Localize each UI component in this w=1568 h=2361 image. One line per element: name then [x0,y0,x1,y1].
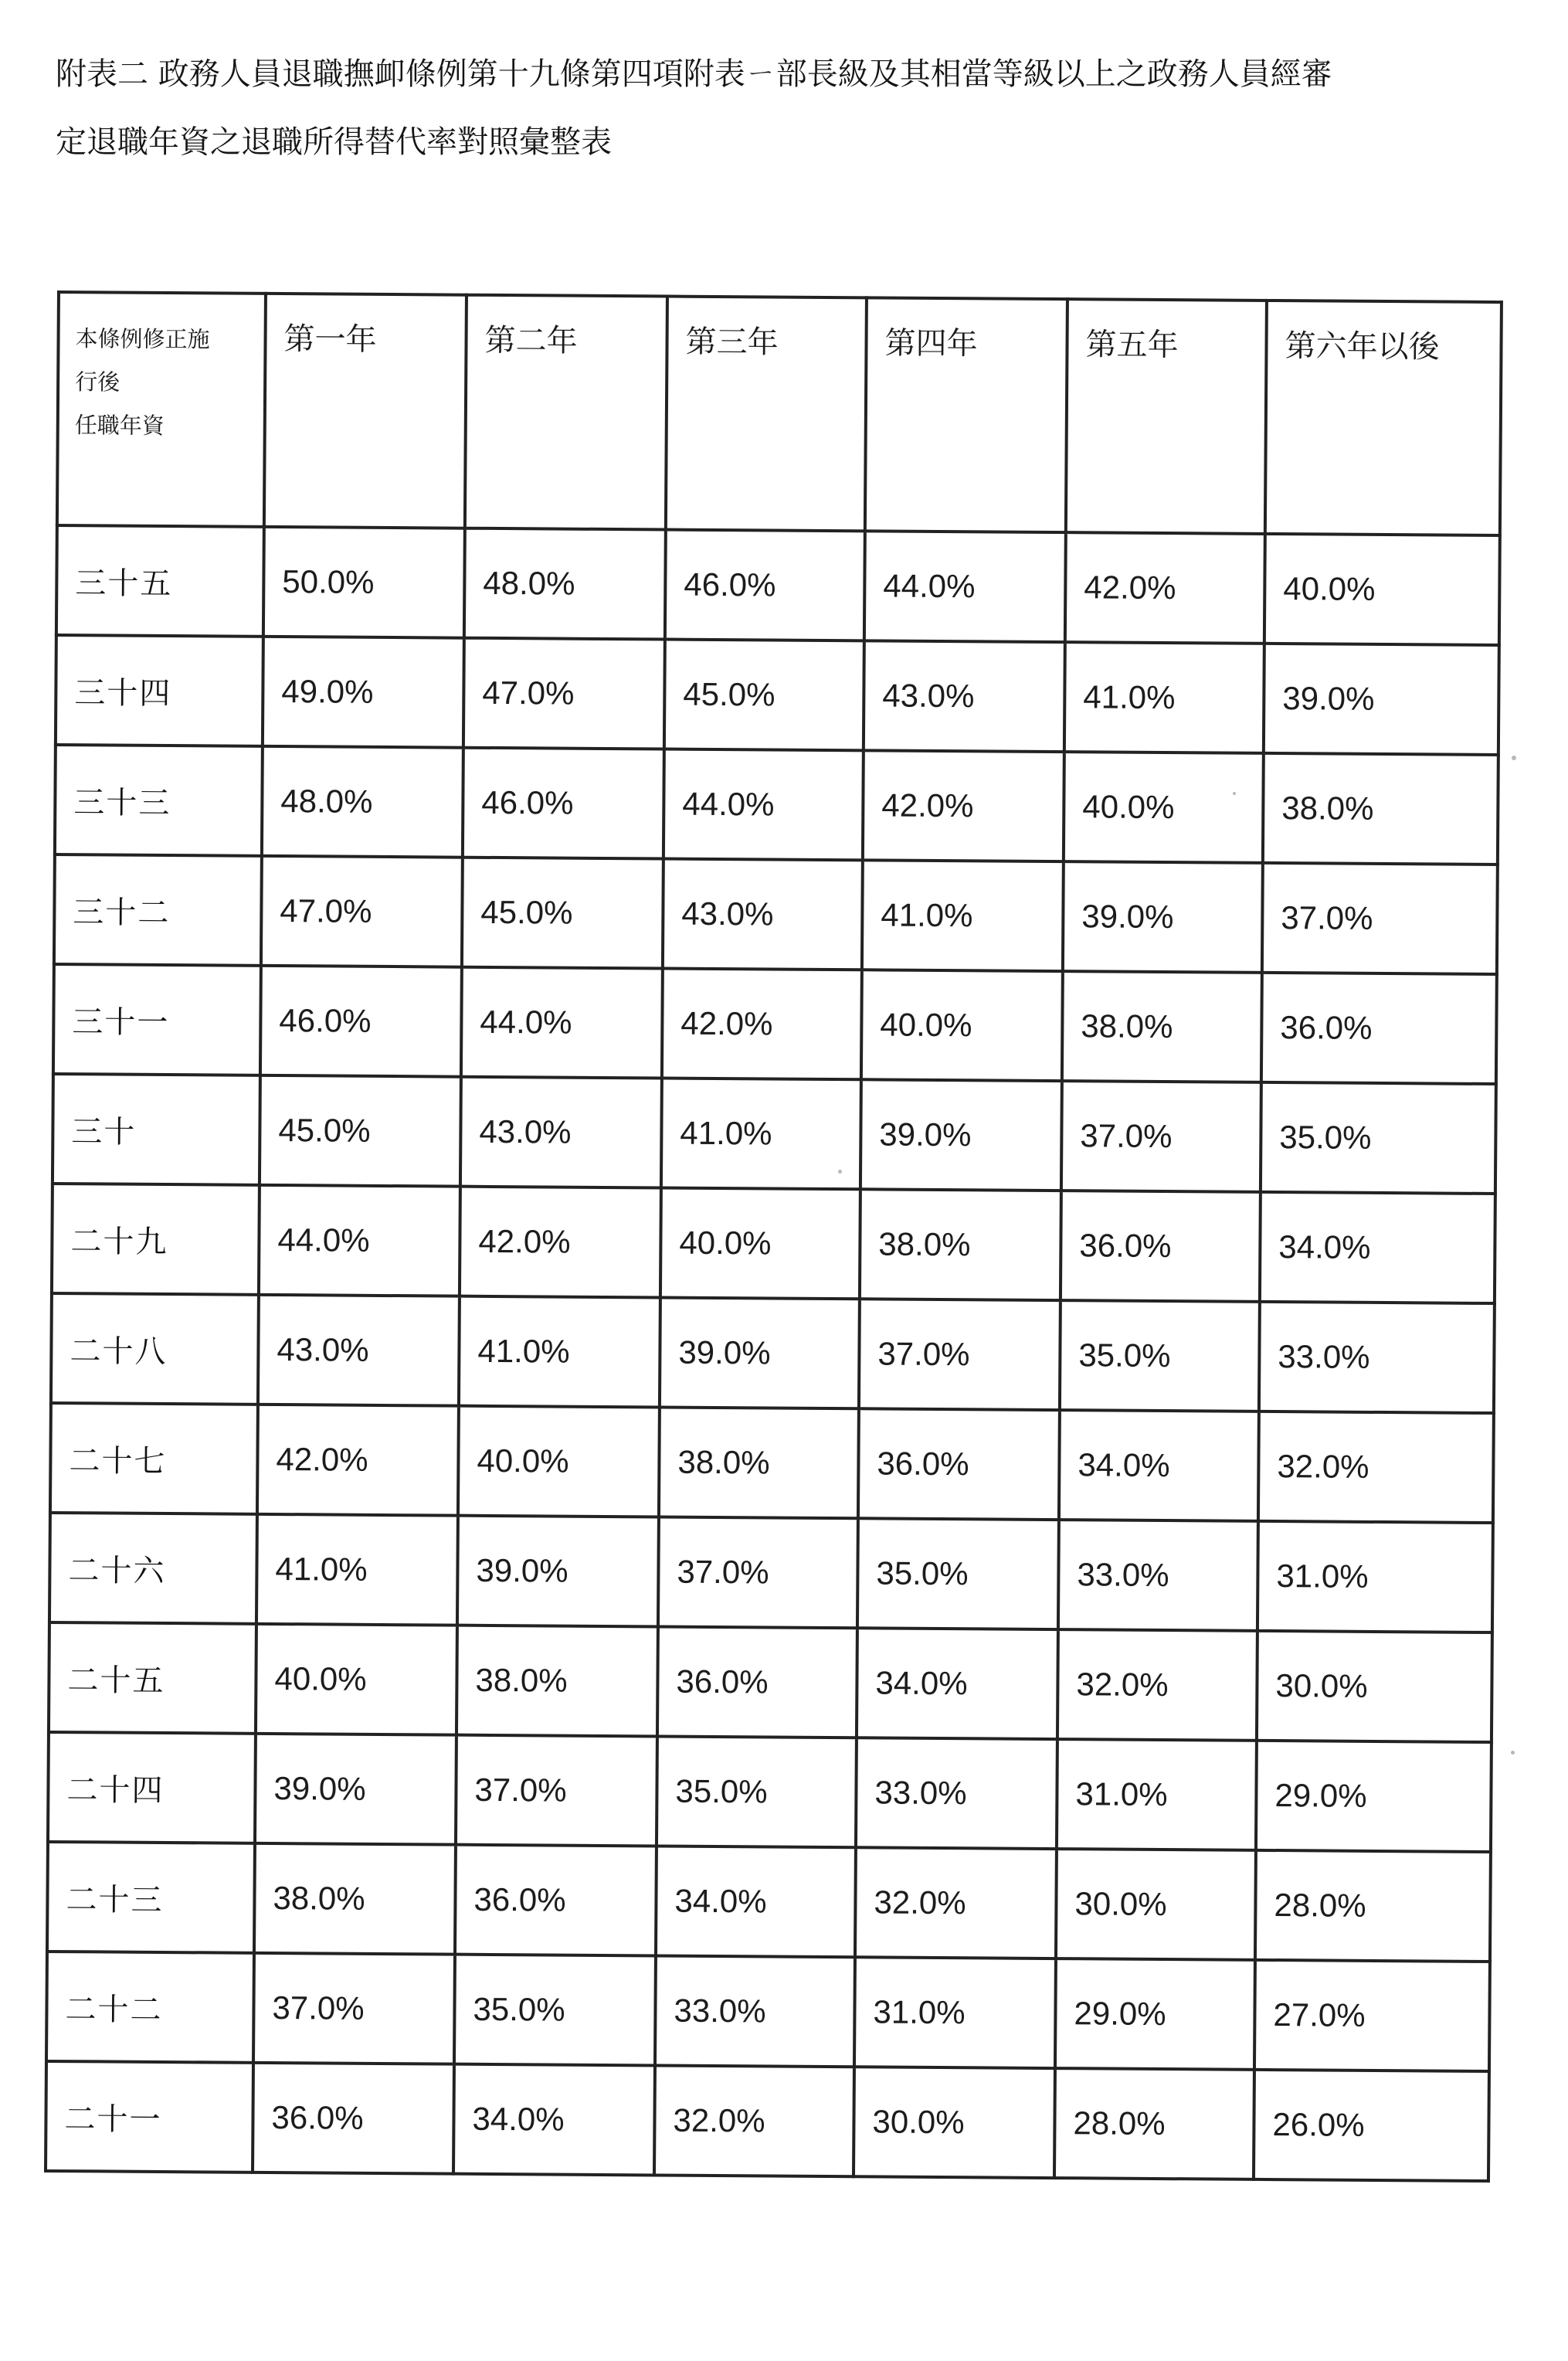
rate-cell: 32.0% [855,1847,1057,1958]
rate-cell: 42.0% [257,1405,459,1516]
rate-cell: 35.0% [1060,1300,1260,1412]
table-row [56,635,1499,755]
rate-cell: 44.0% [664,749,864,861]
rate-cell: 48.0% [464,528,666,640]
rate-cell: 38.0% [860,1189,1061,1300]
rate-cell: 37.0% [658,1517,858,1628]
rate-cell: 43.0% [663,858,863,970]
years-of-service-cell: 三十四 [56,635,263,746]
corner-label-line-3: 任職年資 [74,412,165,439]
years-of-service-cell: 二十四 [48,1732,256,1843]
rate-cell: 37.0% [253,1953,455,2064]
rate-cell: 45.0% [462,858,664,969]
corner-header-cell [57,292,266,527]
rate-cell: 41.0% [256,1514,458,1626]
rate-cell: 36.0% [1061,1191,1261,1302]
rate-cell: 30.0% [1257,1631,1492,1742]
rate-cell: 36.0% [455,1845,657,1956]
years-of-service-cell: 二十五 [49,1622,256,1734]
rate-cell: 31.0% [1257,1521,1493,1632]
rate-cell: 44.0% [864,531,1066,642]
table-row [53,964,1497,1084]
years-of-service-cell: 二十八 [51,1293,259,1405]
table-row [52,1184,1495,1303]
rate-cell: 47.0% [463,638,665,749]
table-row [51,1293,1495,1413]
scan-speck [838,1170,842,1174]
rate-cell: 35.0% [454,1955,656,2066]
rate-cell: 43.0% [864,640,1065,752]
table-row [55,745,1498,865]
table-row [54,854,1498,974]
rate-cell: 37.0% [859,1299,1061,1410]
years-of-service-cell: 二十二 [46,1952,254,2063]
title-line-2: 定退職年資之退職所得替代率對照彙整表 [56,124,612,160]
rate-cell: 45.0% [664,640,864,751]
table-header-row [57,292,1502,535]
title-line-1: 附表二 政務人員退職撫卹條例第十九條第四項附表ㄧ部長級及其相當等級以上之政務人員經審 [56,56,1332,92]
rate-cell: 42.0% [662,968,862,1079]
rate-cell: 38.0% [1263,753,1498,865]
table-row [49,1622,1492,1742]
table-row [56,525,1500,645]
rate-cell: 42.0% [1065,532,1265,644]
rate-cell: 41.0% [661,1078,861,1189]
rate-cell: 34.0% [857,1628,1058,1739]
rate-cell: 37.0% [1262,863,1498,974]
rate-cell: 28.0% [1054,2068,1254,2179]
rate-cell: 36.0% [858,1408,1060,1520]
header-year-5: 第五年 [1066,299,1267,534]
rate-cell: 40.0% [1064,752,1264,863]
rate-cell: 35.0% [857,1518,1059,1629]
rate-cell: 44.0% [461,967,663,1079]
years-of-service-cell: 三十五 [56,525,264,637]
rate-cell: 35.0% [1261,1082,1496,1194]
rate-cell: 39.0% [660,1297,860,1408]
years-of-service-cell: 三十一 [53,964,261,1075]
years-of-service-cell: 三十二 [54,854,262,966]
table-row [49,1513,1493,1632]
rate-cell: 41.0% [862,860,1064,971]
rate-cell: 32.0% [1258,1412,1494,1523]
rate-cell: 48.0% [262,746,463,858]
rate-cell: 31.0% [1057,1739,1257,1850]
scan-speck [1512,756,1516,760]
rate-cell: 41.0% [1064,642,1264,753]
years-of-service-cell: 二十三 [47,1842,255,1953]
header-year-3: 第三年 [666,297,867,532]
rate-cell: 29.0% [1055,1958,1255,2070]
rate-cell: 31.0% [854,1957,1056,2068]
table-body [46,525,1500,2181]
rate-cell: 27.0% [1254,1960,1490,2071]
rate-cell: 49.0% [263,637,464,748]
rate-cell: 41.0% [459,1296,660,1408]
rate-cell: 34.0% [1059,1410,1259,1521]
scan-speck [1511,1751,1515,1755]
rate-cell: 46.0% [463,748,664,859]
rate-cell: 39.0% [457,1516,659,1627]
header-year-1: 第一年 [264,294,467,528]
rate-cell: 40.0% [660,1187,860,1299]
rate-cell: 45.0% [260,1075,461,1187]
rate-cell: 39.0% [1063,861,1263,973]
rate-cell: 32.0% [1057,1629,1257,1741]
table-row [50,1403,1494,1523]
rate-cell: 36.0% [657,1626,857,1738]
rate-cell: 38.0% [1062,971,1262,1082]
rate-cell: 42.0% [863,750,1064,861]
header-year-2: 第二年 [465,295,667,530]
rate-cell: 33.0% [1259,1302,1495,1413]
rate-cell: 33.0% [856,1738,1057,1849]
years-of-service-cell: 三十三 [55,745,263,856]
corner-label-line-1: 本條例修正施 [75,325,210,353]
rate-cell: 38.0% [456,1626,658,1737]
rate-cell: 36.0% [1261,973,1497,1084]
table-row [48,1732,1492,1852]
rate-cell: 29.0% [1256,1741,1492,1852]
rate-cell: 46.0% [665,530,865,641]
rate-cell: 33.0% [655,1955,855,2067]
rate-cell: 46.0% [260,966,462,1077]
rate-cell: 39.0% [860,1079,1062,1191]
rate-cell: 26.0% [1254,2070,1489,2181]
rate-cell: 44.0% [259,1185,460,1296]
rate-cell: 40.0% [458,1406,660,1517]
years-of-service-cell: 二十九 [52,1184,260,1295]
rate-cell: 28.0% [1255,1850,1491,1962]
rate-cell: 34.0% [656,1846,856,1957]
rate-cell: 39.0% [255,1734,456,1845]
years-of-service-cell: 三十 [53,1074,260,1185]
document-title [56,54,1523,162]
rate-cell: 30.0% [1056,1849,1256,1960]
years-of-service-cell: 二十一 [46,2061,253,2172]
rate-cell: 39.0% [1264,644,1499,755]
rate-cell: 50.0% [263,527,465,638]
rate-cell: 35.0% [657,1736,857,1847]
table-row [53,1074,1496,1194]
rate-cell: 37.0% [1061,1081,1261,1192]
table-row [46,1952,1490,2071]
rate-cell: 43.0% [460,1077,662,1188]
rate-cell: 32.0% [654,2065,854,2176]
rate-cell: 38.0% [659,1407,859,1518]
rate-cell: 36.0% [253,2063,454,2174]
rate-cell: 47.0% [261,856,463,967]
rate-cell: 34.0% [1260,1192,1495,1303]
rate-cell: 40.0% [1264,534,1500,645]
rate-cell: 30.0% [854,2067,1055,2178]
years-of-service-cell: 二十七 [50,1403,258,1514]
rate-cell: 38.0% [254,1843,456,1955]
rate-cell: 43.0% [258,1295,460,1406]
rate-cell: 34.0% [453,2064,655,2176]
header-year-6-plus: 第六年以後 [1265,301,1502,535]
rate-cell: 40.0% [861,970,1063,1081]
table-row [47,1842,1491,1962]
rate-cell: 42.0% [460,1187,661,1298]
replacement-rate-table [44,290,1503,2183]
rate-cell: 40.0% [256,1624,457,1735]
table-row [46,2061,1489,2181]
rate-cell: 33.0% [1058,1520,1258,1631]
corner-label-line-2: 行後 [75,369,120,396]
scan-speck [1233,792,1236,795]
years-of-service-cell: 二十六 [49,1513,257,1624]
rate-cell: 37.0% [456,1735,657,1846]
header-year-4: 第四年 [865,297,1067,532]
